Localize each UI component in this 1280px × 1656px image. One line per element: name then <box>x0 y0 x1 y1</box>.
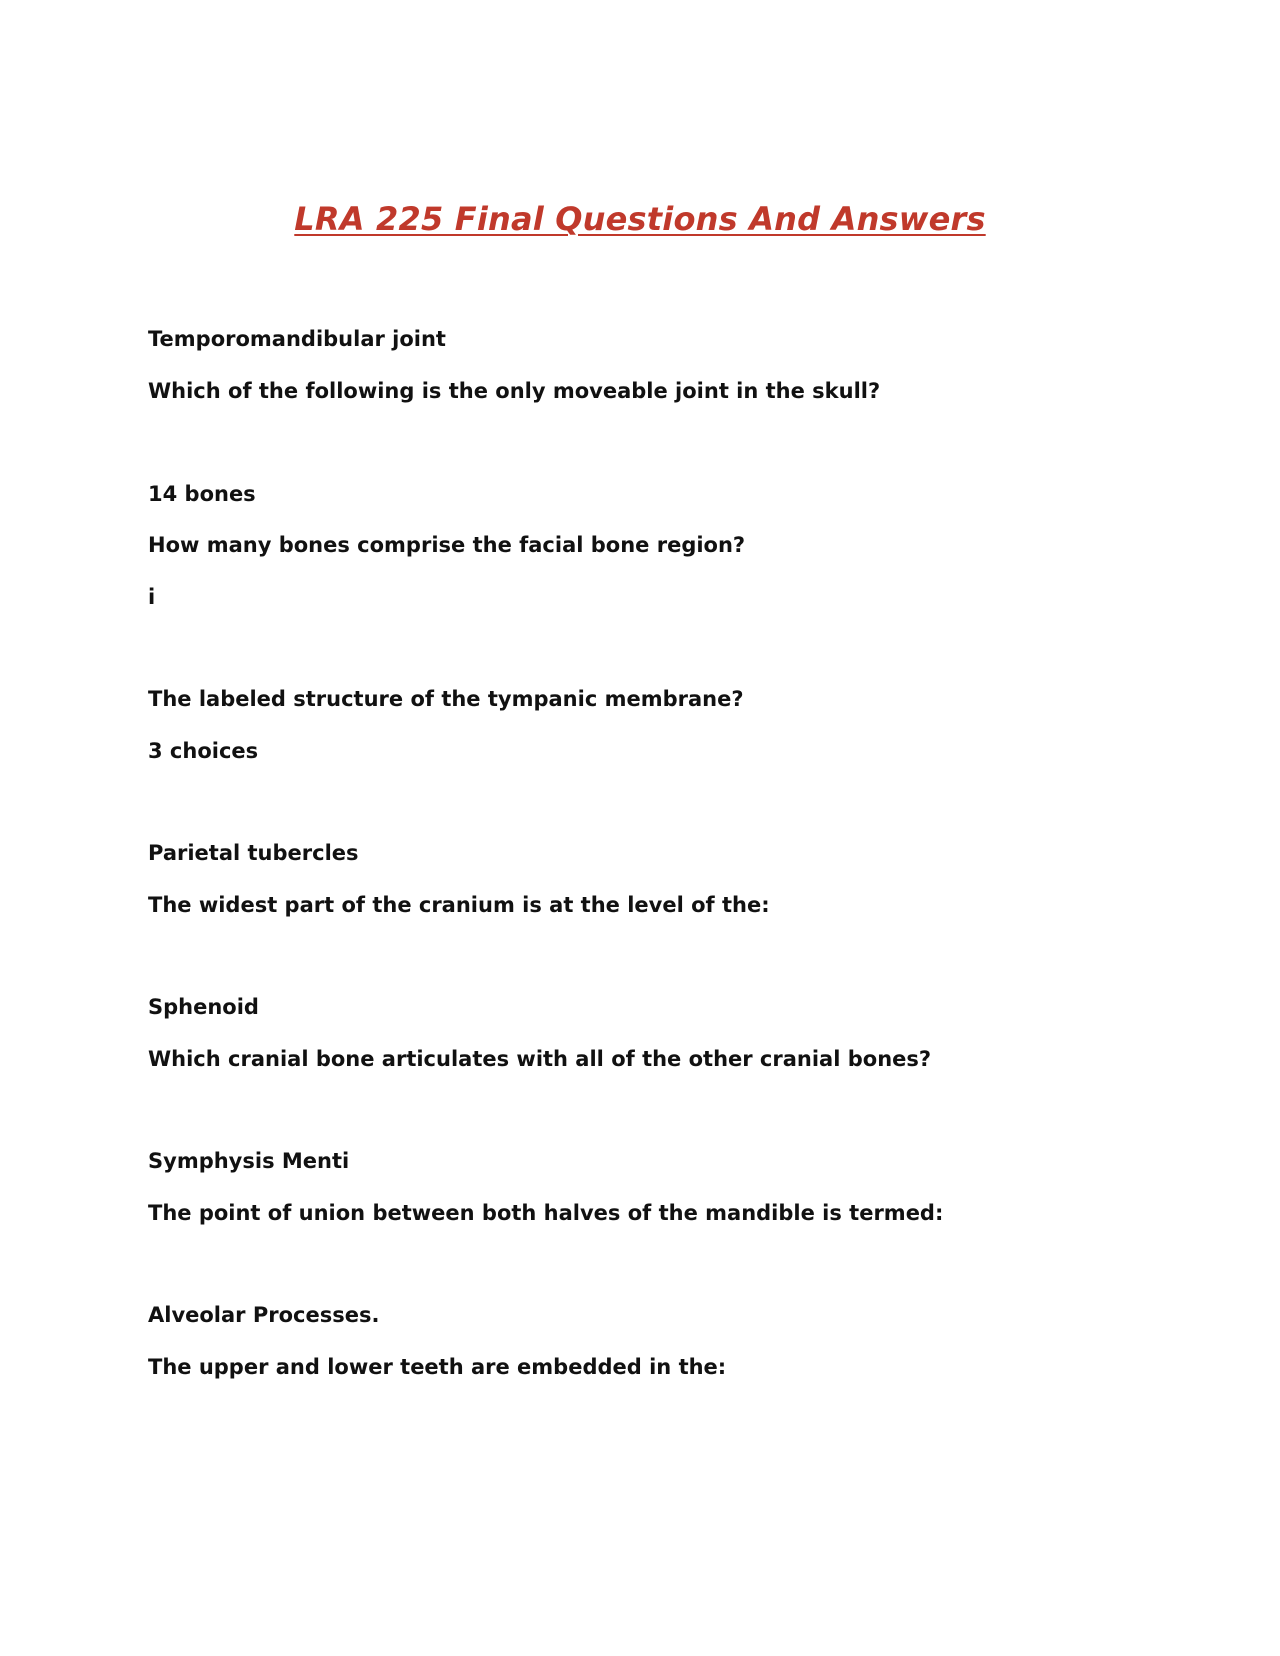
answer-line: 14 bones <box>148 482 256 506</box>
answer-line: Symphysis Menti <box>148 1149 350 1173</box>
answer-line: Alveolar Processes. <box>148 1303 380 1327</box>
answer-line: Temporomandibular joint <box>148 327 446 351</box>
question-line: The widest part of the cranium is at the level of the: <box>148 893 770 917</box>
document-title: LRA 225 Final Questions And Answers <box>294 200 986 238</box>
question-line: Which of the following is the only moveable joint in the skull? <box>148 379 881 403</box>
question-line: The point of union between both halves of the mandible is termed: <box>148 1201 944 1225</box>
question-line: The labeled structure of the tympanic membrane? <box>148 687 744 711</box>
question-line: How many bones comprise the facial bone region? <box>148 533 746 557</box>
answer-line: Sphenoid <box>148 995 259 1019</box>
question-line: The upper and lower teeth are embedded in the: <box>148 1355 727 1379</box>
answer-line: i <box>148 585 156 609</box>
answer-line: Parietal tubercles <box>148 841 359 865</box>
question-line: Which cranial bone articulates with all of the other cranial bones? <box>148 1047 932 1071</box>
answer-line: 3 choices <box>148 739 259 763</box>
